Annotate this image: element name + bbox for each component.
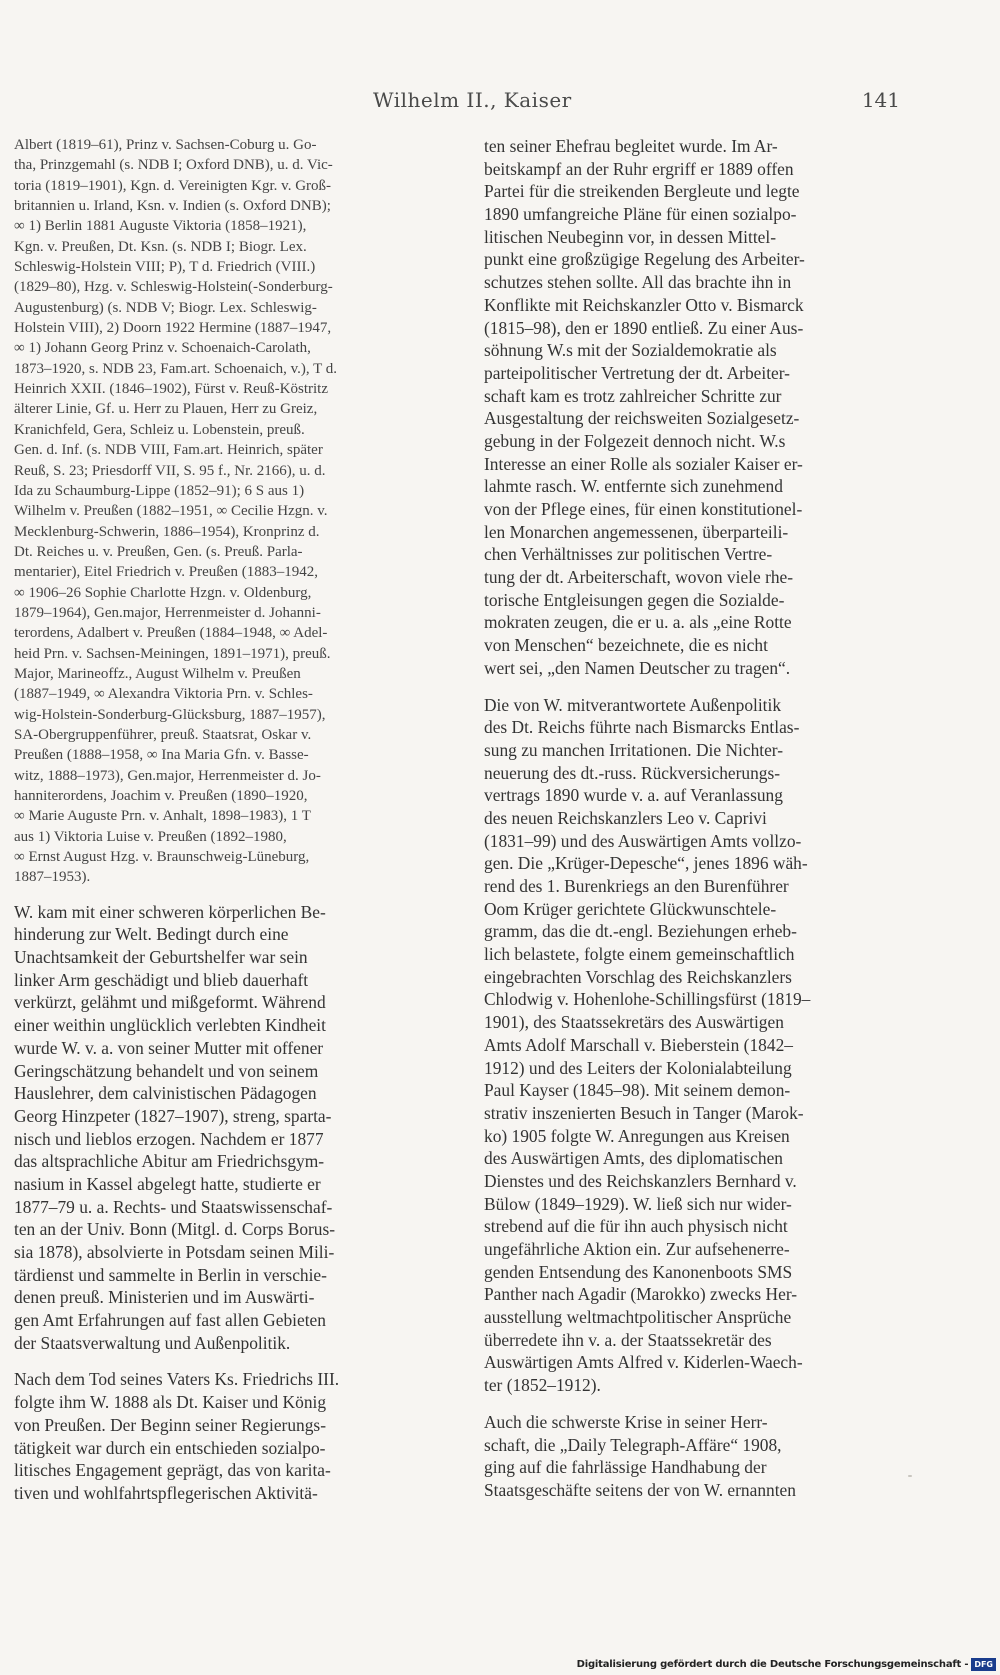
text-line: überredete ihn v. a. der Staatssekretär des [484, 1329, 772, 1350]
left-column [14, 135, 460, 1505]
text-line: Preußen (1888–1958, ∞ Ina Maria Gfn. v. Basse- [14, 747, 309, 764]
text-line: 1912) und des Leiters der Kolonialabteilung [484, 1057, 792, 1078]
biography-paragraph-1 [14, 901, 460, 1355]
dfg-logo: DFG [971, 1658, 996, 1671]
text-line: Georg Hinzpeter (1827–1907), streng, sparta- [14, 1105, 332, 1126]
text-line: Wilhelm v. Preußen (1882–1951, ∞ Cecilie Hzgn. v. [14, 503, 328, 520]
text-line: torische Entgleisungen gegen die Sozialde- [484, 589, 785, 610]
text-line: Nach dem Tod seines Vaters Ks. Friedrichs III. [14, 1369, 340, 1390]
text-line: neuerung des dt.-russ. Rückversicherungs- [484, 762, 781, 783]
text-line: (1829–80), Hzg. v. Schleswig-Holstein(-Sonderburg- [14, 279, 333, 296]
text-line: britannien u. Irland, Ksn. v. Indien (s. Oxford DNB); [14, 198, 331, 215]
text-line: W. kam mit einer schweren körperlichen Be- [14, 901, 326, 922]
text-line: des neuen Reichskanzlers Leo v. Caprivi [484, 807, 767, 828]
text-line: ∞ Ernst August Hzg. v. Braunschweig-Lüneburg, [14, 849, 310, 866]
text-line: verkürzt, gelähmt und mißgeformt. Während [14, 992, 326, 1013]
running-title: Wilhelm II., Kaiser [373, 88, 572, 112]
text-line: Panther nach Agadir (Marokko) zwecks Her- [484, 1284, 798, 1305]
text-line: Kranichfeld, Gera, Schleiz u. Lobenstein, preuß. [14, 421, 305, 438]
text-line: Ausgestaltung der reichsweiten Sozialgesetz- [484, 408, 800, 429]
text-line: Die von W. mitverantwortete Außenpolitik [484, 694, 782, 715]
page-header [0, 88, 1000, 118]
text-line: Dienstes und des Reichskanzlers Bernhard v. [484, 1170, 797, 1191]
text-line: lich belastete, folgte einem gemeinschaftlich [484, 944, 795, 965]
text-line: Dt. Reiches u. v. Preußen, Gen. (s. Preuß. Parla- [14, 543, 303, 560]
text-line: tiven und wohlfahrtspflegerischen Aktivitä- [14, 1482, 318, 1503]
text-line: tärdienst und sammelte in Berlin in verschie- [14, 1264, 327, 1285]
text-line: schutzes stehen sollte. All das brachte ihn in [484, 272, 792, 293]
funding-note: Digitalisierung gefördert durch die Deutsche Forschungsgemeinschaft - [576, 1658, 969, 1670]
text-line: einer weithin unglücklich verlebten Kindheit [14, 1015, 326, 1036]
text-line: ∞ Marie Auguste Prn. v. Anhalt, 1898–1983), 1 T [14, 808, 311, 825]
text-line: wig-Holstein-Sonderburg-Glücksburg, 1887–1957), [14, 706, 326, 723]
text-line: strativ inszenierten Besuch in Tanger (Marok- [484, 1102, 804, 1123]
text-line: len Monarchen angemessenen, überparteili- [484, 521, 789, 542]
text-line: ter (1852–1912). [484, 1375, 601, 1396]
text-line: mentarier), Eitel Friedrich v. Preußen (1883–1942, [14, 564, 318, 581]
text-line: Schleswig-Holstein VIII; P), T d. Friedrich (VIII.) [14, 259, 316, 276]
text-line: 1879–1964), Gen.major, Herrenmeister d. Johanni- [14, 604, 321, 621]
text-line: Bülow (1849–1929). W. ließ sich nur wider- [484, 1193, 792, 1214]
text-line: rend des 1. Burenkriegs an den Burenführer [484, 876, 789, 896]
text-line: witz, 1888–1973), Gen.major, Herrenmeister d. Jo- [14, 767, 321, 784]
text-line: sung zu manchen Irritationen. Die Nichter- [484, 739, 784, 760]
text-line: lahmte rasch. W. entfernte sich zunehmend [484, 476, 783, 497]
text-line: wert sei, „den Namen Deutscher zu tragen“. [484, 657, 791, 678]
paper-speck [908, 1475, 912, 1477]
text-line: 1901), des Staatssekretärs des Auswärtigen [484, 1012, 784, 1033]
text-line: ten seiner Ehefrau begleitet wurde. Im Ar- [484, 136, 778, 156]
text-line: eingebrachten Vorschlag des Reichskanzlers [484, 966, 792, 987]
text-line: nisch und lieblos erzogen. Nachdem er 1877 [14, 1128, 324, 1149]
text-line: Staatsgeschäfte seitens der von W. ernannten [484, 1479, 796, 1500]
text-line: älterer Linie, Gf. u. Herr zu Plauen, Herr zu Greiz, [14, 401, 318, 418]
text-line: des Dt. Reichs führte nach Bismarcks Entlas- [484, 717, 800, 738]
text-line: gen. Die „Krüger-Depesche“, jenes 1896 wäh- [484, 853, 808, 874]
right-column [484, 135, 904, 1502]
text-line: von Menschen“ bezeichnete, die es nicht [484, 635, 768, 656]
text-line: (1887–1949, ∞ Alexandra Viktoria Prn. v. Schles- [14, 686, 313, 703]
text-line: hanniterordens, Joachim v. Preußen (1890–1920, [14, 788, 308, 804]
biography-paragraph-5 [484, 1411, 904, 1502]
text-line: gramm, das die dt.-engl. Beziehungen erheb- [484, 921, 797, 942]
text-line: aus 1) Viktoria Luise v. Preußen (1892–1980, [14, 828, 287, 845]
text-line: ausstellung weltmachtpolitischer Ansprüche [484, 1307, 792, 1328]
text-line: gebung in der Folgezeit dennoch nicht. W.s [484, 430, 786, 451]
text-line: Amts Adolf Marschall v. Bieberstein (1842– [484, 1034, 793, 1055]
text-line: punkt eine großzügige Regelung des Arbeiter- [484, 249, 805, 270]
text-line: folgte ihm W. 1888 als Dt. Kaiser und König [14, 1392, 327, 1413]
text-line: Interesse an einer Rolle als sozialer Kaiser er- [484, 453, 803, 474]
text-line: nasium in Kassel abgelegt hatte, studierte er [14, 1173, 321, 1194]
text-line: ∞ 1906–26 Sophie Charlotte Hzgn. v. Oldenburg, [14, 584, 312, 601]
text-line: ∞ 1) Johann Georg Prinz v. Schoenaich-Carolath, [14, 340, 311, 357]
text-line: Hauslehrer, dem calvinistischen Pädagogen [14, 1083, 317, 1104]
biography-paragraph-3 [484, 135, 904, 680]
text-line: gen Amt Erfahrungen auf fast allen Gebieten [14, 1310, 326, 1331]
page-number: 141 [861, 88, 900, 112]
text-line: tung der dt. Arbeiterschaft, wovon viele rhe- [484, 567, 794, 588]
text-line: das altsprachliche Abitur am Friedrichsgym- [14, 1151, 325, 1172]
text-line: litisches Engagement geprägt, das von karita- [14, 1460, 331, 1481]
text-line: Augustenburg) (s. NDB V; Biogr. Lex. Schleswig- [14, 299, 317, 316]
text-line: Mecklenburg-Schwerin, 1886–1954), Kronprinz d. [14, 523, 320, 540]
text-line: chen Verhältnisses zur politischen Vertre- [484, 544, 773, 565]
text-line: Paul Kayser (1845–98). Mit seinem demon- [484, 1080, 791, 1101]
text-line: toria (1819–1901), Kgn. d. Vereinigten Kgr. v. Groß- [14, 177, 332, 194]
text-line: söhnung W.s mit der Sozialdemokratie als [484, 340, 777, 361]
text-line: Albert (1819–61), Prinz v. Sachsen-Coburg u. Go- [14, 137, 317, 153]
genealogy-paragraph [14, 135, 460, 888]
text-line: parteipolitischer Vertretung der dt. Arbeiter- [484, 362, 790, 383]
text-line: wurde W. v. a. von seiner Mutter mit offener [14, 1037, 324, 1058]
text-line: des Auswärtigen Amts, des diplomatischen [484, 1148, 783, 1169]
text-line: Auswärtigen Amts Alfred v. Kiderlen-Waech- [484, 1352, 803, 1373]
text-line: Auch die schwerste Krise in seiner Herr- [484, 1411, 768, 1432]
text-line: strebend auf die für ihn auch physisch nicht [484, 1216, 788, 1237]
text-line: Holstein VIII), 2) Doorn 1922 Hermine (1887–1947, [14, 320, 332, 337]
text-line: Konflikte mit Reichskanzler Otto v. Bismarck [484, 294, 804, 315]
text-line: 1887–1953). [14, 869, 91, 886]
text-line: Partei für die streikenden Bergleute und legte [484, 181, 800, 202]
text-line: 1890 umfangreiche Pläne für einen sozialpo- [484, 204, 797, 225]
text-line: tätigkeit war durch ein entschieden sozialpo- [14, 1437, 326, 1458]
text-line: Chlodwig v. Hohenlohe-Schillingsfürst (1819– [484, 989, 811, 1010]
text-line: Geringschätzung behandelt und von seinem [14, 1060, 319, 1081]
text-line: vertrags 1890 wurde v. a. auf Veranlassung [484, 785, 783, 806]
text-line: schaft, die „Daily Telegraph-Affäre“ 1908, [484, 1434, 782, 1455]
text-line: ∞ 1) Berlin 1881 Auguste Viktoria (1858–1921), [14, 218, 307, 235]
text-line: tha, Prinzgemahl (s. NDB I; Oxford DNB), u. d. Vic- [14, 157, 333, 174]
text-line: Major, Marineoffz., August Wilhelm v. Preußen [14, 665, 301, 682]
text-line: genden Entsendung des Kanonenboots SMS [484, 1261, 793, 1282]
text-line: heid Prn. v. Sachsen-Meiningen, 1891–1971), preuß. [14, 645, 331, 662]
text-line: 1877–79 u. a. Rechts- und Staatswissenschaf- [14, 1196, 333, 1217]
text-line: SA-Obergruppenführer, preuß. Staatsrat, Oskar v. [14, 726, 312, 743]
digitization-footer [577, 1657, 996, 1671]
text-line: hinderung zur Welt. Bedingt durch eine [14, 924, 289, 945]
text-line: Ida zu Schaumburg-Lippe (1852–91); 6 S aus 1) [14, 482, 305, 499]
text-line: (1831–99) und des Auswärtigen Amts vollzo- [484, 830, 802, 851]
text-line: 1873–1920, s. NDB 23, Fam.art. Schoenaich, v.), T d. [14, 360, 338, 377]
text-line: Oom Krüger gerichtete Glückwunschtele- [484, 898, 777, 919]
biography-paragraph-4 [484, 694, 904, 1397]
text-line: (1815–98), den er 1890 entließ. Zu einer Aus- [484, 317, 804, 338]
text-line: ging auf die fahrlässige Handhabung der [484, 1457, 767, 1478]
text-line: von der Pflege eines, für einen konstitutionel- [484, 499, 803, 519]
text-line: Heinrich XXII. (1846–1902), Fürst v. Reuß-Köstritz [14, 381, 328, 398]
text-line: beitskampf an der Ruhr ergriff er 1889 offen [484, 158, 794, 179]
text-line: Kgn. v. Preußen, Dt. Ksn. (s. NDB I; Biogr. Lex. [14, 238, 307, 255]
text-line: terordens, Adalbert v. Preußen (1884–1948, ∞ Adel- [14, 625, 328, 642]
text-line: Reuß, S. 23; Priesdorff VII, S. 95 f., Nr. 2166), u. d. [14, 462, 326, 479]
text-line: litischen Neubeginn vor, in dessen Mittel- [484, 226, 776, 247]
text-line: Unachtsamkeit der Geburtshelfer war sein [14, 947, 308, 968]
text-line: ten an der Univ. Bonn (Mitgl. d. Corps Borus- [14, 1219, 336, 1240]
text-line: linker Arm geschädigt und blieb dauerhaft [14, 969, 309, 990]
text-line: der Staatsverwaltung und Außenpolitik. [14, 1332, 291, 1353]
text-line: sia 1878), absolvierte in Potsdam seinen Mili- [14, 1242, 335, 1263]
text-line: ungefährliche Aktion ein. Zur aufsehenerre- [484, 1239, 790, 1259]
biography-paragraph-2 [14, 1368, 460, 1504]
text-line: ko) 1905 folgte W. Anregungen aus Kreisen [484, 1125, 790, 1146]
text-line: von Preußen. Der Beginn seiner Regierungs- [14, 1414, 326, 1435]
text-line: Gen. d. Inf. (s. NDB VIII, Fam.art. Heinrich, später [14, 442, 323, 459]
text-line: schaft kam es trotz zahlreicher Schritte zur [484, 385, 782, 406]
text-line: mokraten zeugen, die er u. a. als „eine Rotte [484, 612, 792, 633]
text-line: denen preuß. Ministerien und im Auswärti- [14, 1287, 315, 1308]
